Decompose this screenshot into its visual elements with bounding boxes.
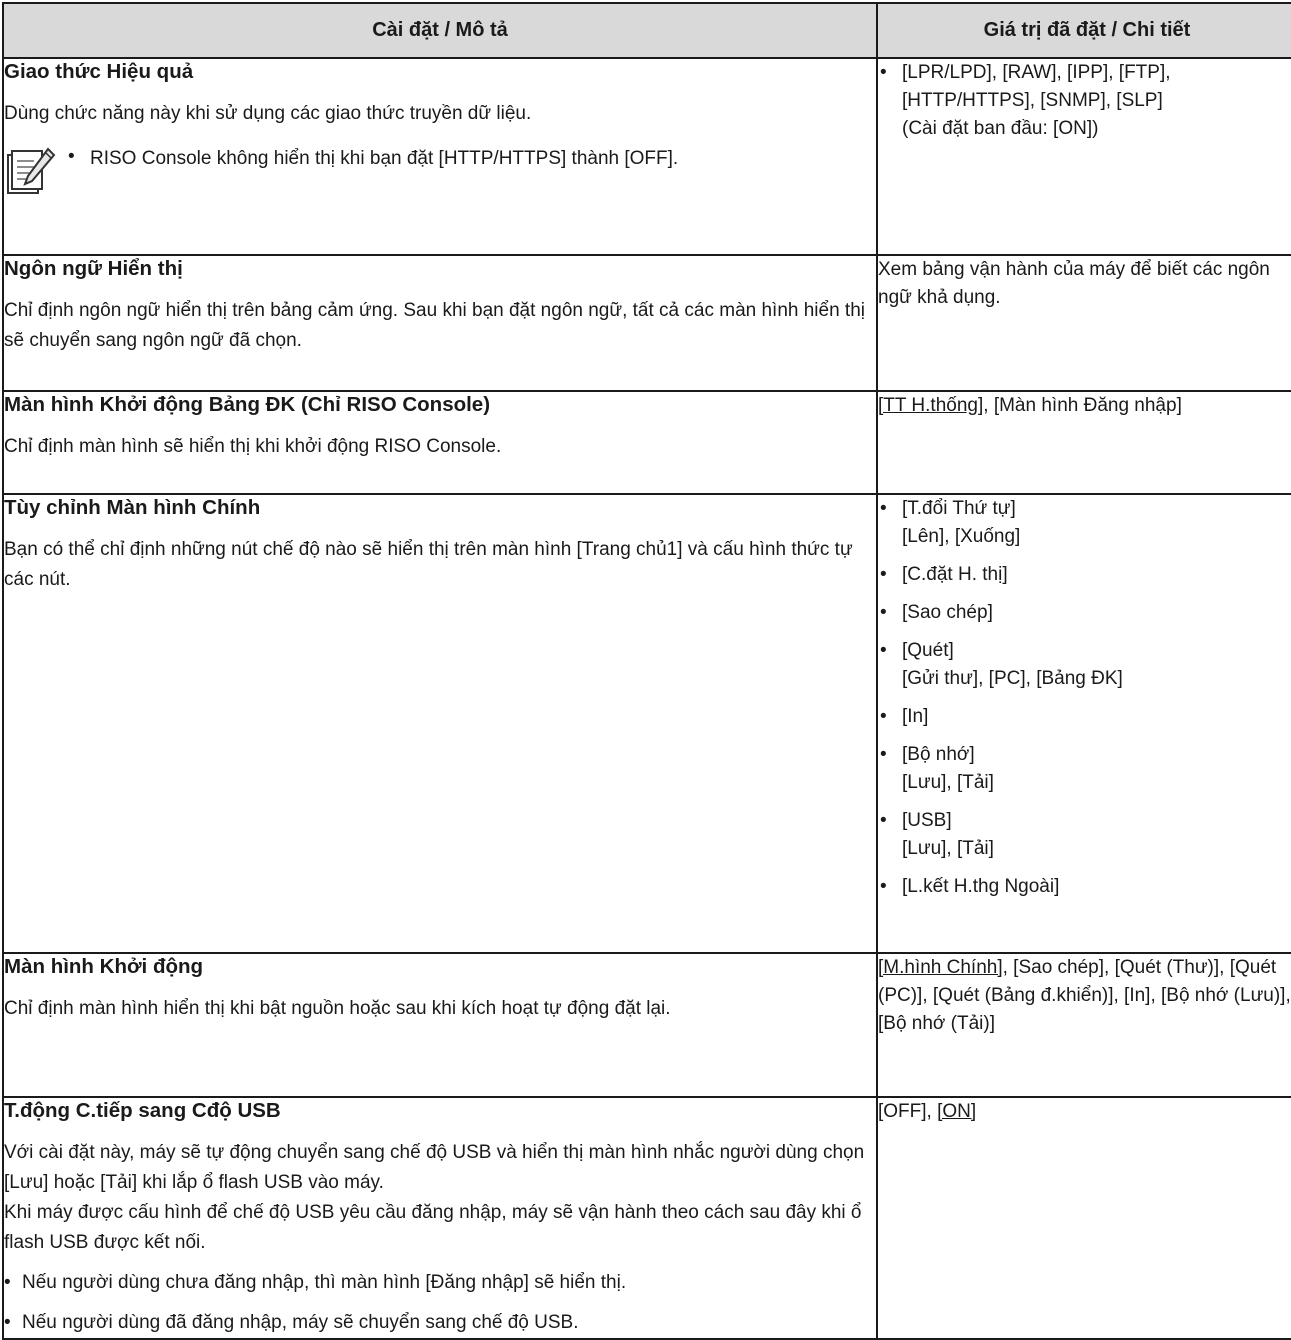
table-header-row <box>3 3 1291 58</box>
note-pencil-icon <box>4 145 56 199</box>
value-sub: (Cài đặt ban đầu: [ON]) <box>902 118 1099 139</box>
item-main: • [L.kết H.thg Ngoài] <box>902 876 1060 897</box>
list-item <box>878 495 1291 551</box>
setting-description: Với cài đặt này, máy sẽ tự động chuyển sang chế độ USB và hiển thị màn hình nhắc người dùng chọn [Lưu] hoặc [Tải] khi lắp ổ flash USB vào máy. <box>4 1142 865 1193</box>
table-row <box>3 58 1291 255</box>
item-main: • [Quét] <box>902 640 954 661</box>
note-text: • RISO Console không hiển thị khi bạn đặt [HTTP/HTTPS] thành [OFF]. <box>66 143 678 173</box>
default-value: [ON] <box>937 1101 977 1122</box>
table-row <box>3 1097 1291 1339</box>
item-main: • [Sao chép] <box>902 602 993 623</box>
list-item <box>878 807 1291 863</box>
table-row <box>3 255 1291 391</box>
list-item <box>878 873 1291 901</box>
item-main: • [In] <box>902 706 929 727</box>
value-main: • [LPR/LPD], [RAW], [IPP], [FTP], [HTTP/HTTPS], [SNMP], [SLP] <box>902 62 1171 111</box>
setting-cell <box>3 953 877 1097</box>
other-values: , [Sao chép], [Quét (Thư)], [Quét (PC)], [Quét (Bảng đ.khiển)], [In], [Bộ nhớ (Lưu)], [Bộ nhớ (Tải)] <box>878 957 1291 1034</box>
table-row <box>3 391 1291 494</box>
item-sub: [Lưu], [Tải] <box>902 838 994 859</box>
setting-cell <box>3 58 877 255</box>
value-item <box>878 59 1291 143</box>
setting-description: Chỉ định ngôn ngữ hiển thị trên bảng cảm ứng. Sau khi bạn đặt ngôn ngữ, tất cả các màn hình hiển thị sẽ chuyển sang ngôn ngữ đã chọn. <box>4 300 866 351</box>
item-sub: [Lưu], [Tải] <box>902 772 994 793</box>
item-main: • [Bộ nhớ] <box>902 744 975 765</box>
value-cell <box>877 255 1291 391</box>
value-text <box>878 1098 1291 1126</box>
table-row <box>3 494 1291 953</box>
value-cell <box>877 58 1291 255</box>
setting-description-extra: Khi máy được cấu hình để chế độ USB yêu cầu đăng nhập, máy sẽ vận hành theo cách sau đây khi ổ flash USB được kết nối. <box>4 1202 862 1253</box>
setting-title: T.động C.tiếp sang Cđộ USB <box>4 1099 281 1122</box>
value-list <box>878 59 1291 143</box>
condition-list <box>4 1268 876 1338</box>
setting-cell <box>3 494 877 953</box>
setting-description: Bạn có thể chỉ định những nút chế độ nào sẽ hiển thị trên màn hình [Trang chủ1] và cấu hình thức tự các nút. <box>4 539 853 590</box>
setting-title: Tùy chỉnh Màn hình Chính <box>4 496 261 519</box>
default-value: [M.hình Chính] <box>878 957 1003 978</box>
list-item: • Nếu người dùng chưa đăng nhập, thì màn hình [Đăng nhập] sẽ hiển thị. <box>4 1268 876 1298</box>
list-item <box>878 741 1291 797</box>
header-settings-description: Cài đặt / Mô tả <box>3 3 877 58</box>
list-item <box>878 703 1291 731</box>
value-cell <box>877 391 1291 494</box>
item-sub: [Gửi thư], [PC], [Bảng ĐK] <box>902 668 1123 689</box>
setting-description: Chỉ định màn hình sẽ hiển thị khi khởi động RISO Console. <box>4 436 502 457</box>
setting-title: Màn hình Khởi động <box>4 955 204 978</box>
item-sub: [Lên], [Xuống] <box>902 526 1021 547</box>
default-value: [TT H.thống] <box>878 395 984 416</box>
list-item <box>878 561 1291 589</box>
setting-title: Ngôn ngữ Hiển thị <box>4 257 183 280</box>
item-main: • [USB] <box>902 810 952 831</box>
value-cell <box>877 1097 1291 1339</box>
list-item: • Nếu người dùng đã đăng nhập, máy sẽ chuyển sang chế độ USB. <box>4 1308 876 1338</box>
note-block <box>4 143 876 199</box>
value-list <box>878 495 1291 901</box>
value-cell <box>877 494 1291 953</box>
other-values: , [Màn hình Đăng nhập] <box>983 395 1182 416</box>
item-main: • [T.đổi Thứ tự] <box>902 498 1016 519</box>
list-item <box>878 637 1291 693</box>
note-list <box>66 143 678 173</box>
setting-title: Màn hình Khởi động Bảng ĐK (Chỉ RISO Console) <box>4 393 491 416</box>
item-main: • [C.đặt H. thị] <box>902 564 1008 585</box>
other-values: [OFF], <box>878 1101 938 1122</box>
table-row <box>3 953 1291 1097</box>
list-item <box>878 599 1291 627</box>
setting-cell <box>3 255 877 391</box>
header-values-details: Giá trị đã đặt / Chi tiết <box>877 3 1291 58</box>
setting-title: Giao thức Hiệu quả <box>4 60 194 83</box>
value-text: Xem bảng vận hành của máy để biết các ngôn ngữ khả dụng. <box>878 259 1270 308</box>
setting-cell <box>3 1097 877 1339</box>
value-cell <box>877 953 1291 1097</box>
setting-description: Chỉ định màn hình hiển thị khi bật nguồn hoặc sau khi kích hoạt tự động đặt lại. <box>4 998 671 1019</box>
value-text <box>878 954 1291 1038</box>
setting-cell <box>3 391 877 494</box>
value-text <box>878 392 1291 420</box>
setting-description: Dùng chức năng này khi sử dụng các giao thức truyền dữ liệu. <box>4 103 532 124</box>
settings-table <box>2 2 1291 1340</box>
